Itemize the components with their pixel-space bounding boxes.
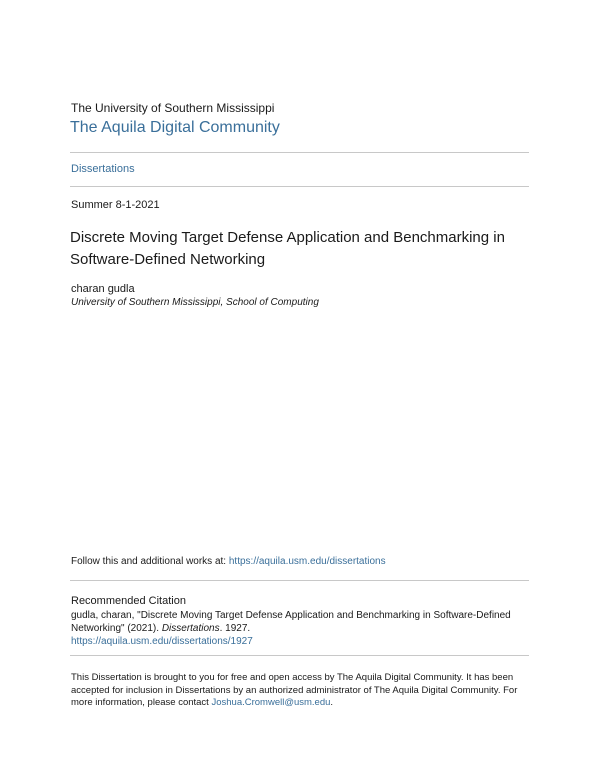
document-title: Discrete Moving Target Defense Application and Benchmarking in Software-Defined Networking <box>70 229 505 268</box>
community-link[interactable]: The Aquila Digital Community <box>70 119 280 136</box>
follow-link[interactable]: https://aquila.usm.edu/dissertations <box>228 556 386 567</box>
publication-date: Summer 8-1-2021 <box>71 199 160 211</box>
citation-number: . 1927. <box>219 623 251 634</box>
notice-text: This Dissertation is brought to you for free and open access by The Aquila Digital Community. It has been accepted for inclusion in Dissertations by an authorized administrator of The Aquila Digital Community. For more information, please contact <box>71 672 518 708</box>
contact-email-link[interactable]: Joshua.Cromwell@usm.edu <box>211 697 331 708</box>
divider <box>70 152 529 153</box>
divider <box>70 186 529 187</box>
citation-link[interactable]: https://aquila.usm.edu/dissertations/1927 <box>71 636 253 647</box>
citation-text: gudla, charan, "Discrete Moving Target Defense Application and Benchmarking in Software-Defined Networking" (2021). <box>71 610 511 634</box>
citation-body <box>71 609 531 648</box>
divider <box>70 655 529 656</box>
citation-series: Dissertations <box>161 623 220 634</box>
citation-heading: Recommended Citation <box>71 595 186 607</box>
follow-line <box>71 556 386 567</box>
author-name: charan gudla <box>71 283 135 295</box>
access-notice <box>71 672 531 710</box>
divider <box>70 580 529 581</box>
follow-prefix: Follow this and additional works at: <box>71 556 229 567</box>
author-affiliation: University of Southern Mississippi, School of Computing <box>71 297 319 308</box>
notice-end: . <box>330 697 334 708</box>
university-name: The University of Southern Mississippi <box>71 101 275 115</box>
collection-link[interactable]: Dissertations <box>71 163 135 175</box>
